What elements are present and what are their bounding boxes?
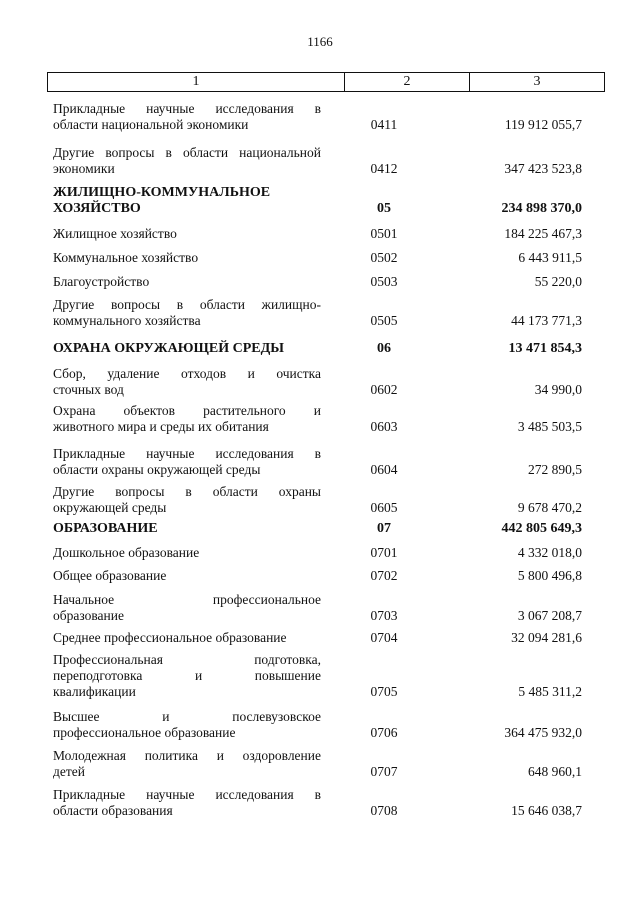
description-line: окружающей среды bbox=[53, 500, 167, 515]
description-line: Начальное профессиональное bbox=[53, 592, 321, 607]
description-line: Общее образование bbox=[53, 568, 167, 583]
description-line: области национальной экономики bbox=[53, 117, 249, 132]
row-code: 0605 bbox=[370, 500, 398, 515]
row-description bbox=[53, 341, 321, 357]
description-line: Прикладные научные исследования в bbox=[53, 446, 321, 461]
row-code: 0703 bbox=[370, 608, 398, 623]
row-value: 34 990,0 bbox=[534, 382, 582, 397]
row-code: 06 bbox=[377, 341, 391, 356]
row-code: 0502 bbox=[370, 250, 398, 265]
description-line: Другие вопросы в области жилищно- bbox=[53, 297, 321, 312]
description-line: переподготовка и повышение bbox=[53, 668, 321, 683]
row-value: 272 890,5 bbox=[528, 462, 582, 477]
header-col-3: 3 bbox=[533, 74, 541, 89]
row-description bbox=[53, 101, 321, 133]
description-line: коммунального хозяйства bbox=[53, 313, 201, 328]
row-value: 5 485 311,2 bbox=[518, 684, 582, 699]
row-description bbox=[53, 568, 321, 584]
description-line: детей bbox=[53, 764, 85, 779]
row-description bbox=[53, 709, 321, 741]
row-value: 3 067 208,7 bbox=[517, 608, 582, 623]
row-code: 0412 bbox=[370, 161, 398, 176]
row-description bbox=[53, 366, 321, 398]
description-line: Среднее профессиональное образование bbox=[53, 630, 287, 645]
description-line: Благоустройство bbox=[53, 274, 150, 289]
row-description bbox=[53, 226, 321, 242]
description-line: Прикладные научные исследования в bbox=[53, 101, 321, 116]
row-description bbox=[53, 592, 321, 624]
description-line: профессиональное образование bbox=[53, 725, 236, 740]
description-line: Коммунальное хозяйство bbox=[53, 250, 199, 265]
description-line: области образования bbox=[53, 803, 173, 818]
table-header bbox=[47, 72, 605, 92]
row-description bbox=[53, 545, 321, 561]
row-description bbox=[53, 787, 321, 819]
row-value: 364 475 932,0 bbox=[504, 725, 582, 740]
row-value: 32 094 281,6 bbox=[511, 630, 582, 645]
row-code: 0701 bbox=[370, 545, 398, 560]
row-code: 07 bbox=[377, 521, 391, 536]
header-col-2: 2 bbox=[345, 73, 470, 91]
row-value: 6 443 911,5 bbox=[518, 250, 582, 265]
row-code: 0704 bbox=[370, 630, 398, 645]
description-line: ХОЗЯЙСТВО bbox=[53, 201, 141, 216]
description-line: ОБРАЗОВАНИЕ bbox=[53, 521, 158, 536]
row-value: 5 800 496,8 bbox=[517, 568, 582, 583]
row-description bbox=[53, 250, 321, 266]
description-line: Профессиональная подготовка, bbox=[53, 652, 321, 667]
description-line: области охраны окружающей среды bbox=[53, 462, 261, 477]
row-description bbox=[53, 446, 321, 478]
row-code: 0708 bbox=[370, 803, 398, 818]
row-code: 0706 bbox=[370, 725, 398, 740]
description-line: Дошкольное образование bbox=[53, 545, 200, 560]
row-description bbox=[53, 274, 321, 290]
page-number: 1166 bbox=[307, 34, 333, 49]
row-description bbox=[53, 403, 321, 435]
row-description bbox=[53, 748, 321, 780]
row-code: 0411 bbox=[370, 117, 398, 132]
row-value: 9 678 470,2 bbox=[517, 500, 582, 515]
row-description bbox=[53, 521, 321, 537]
row-value: 44 173 771,3 bbox=[511, 313, 582, 328]
row-code: 0602 bbox=[370, 382, 398, 397]
description-line: животного мира и среды их обитания bbox=[53, 419, 269, 434]
row-value: 119 912 055,7 bbox=[504, 117, 582, 132]
description-line: квалификации bbox=[53, 684, 136, 699]
row-value: 184 225 467,3 bbox=[504, 226, 582, 241]
row-code: 0505 bbox=[370, 313, 398, 328]
description-line: ОХРАНА ОКРУЖАЮЩЕЙ СРЕДЫ bbox=[53, 341, 284, 356]
description-line: Молодежная политика и оздоровление bbox=[53, 748, 321, 763]
row-code: 0603 bbox=[370, 419, 398, 434]
row-code: 0501 bbox=[370, 226, 398, 241]
row-value: 13 471 854,3 bbox=[508, 341, 582, 356]
description-line: образование bbox=[53, 608, 124, 623]
row-description bbox=[53, 297, 321, 329]
row-description bbox=[53, 484, 321, 516]
description-line: ЖИЛИЩНО-КОММУНАЛЬНОЕ bbox=[53, 185, 271, 200]
row-code: 0705 bbox=[370, 684, 398, 699]
description-line: Высшее и послевузовское bbox=[53, 709, 321, 724]
description-line: сточных вод bbox=[53, 382, 124, 397]
row-description bbox=[53, 145, 321, 177]
row-value: 347 423 523,8 bbox=[504, 161, 582, 176]
row-code: 0604 bbox=[370, 462, 398, 477]
row-value: 648 960,1 bbox=[528, 764, 582, 779]
row-value: 15 646 038,7 bbox=[511, 803, 582, 818]
row-code: 0702 bbox=[370, 568, 398, 583]
description-line: экономики bbox=[53, 161, 115, 176]
row-code: 05 bbox=[377, 201, 391, 216]
row-description bbox=[53, 630, 321, 646]
row-value: 3 485 503,5 bbox=[517, 419, 582, 434]
description-line: Другие вопросы в области охраны bbox=[53, 484, 321, 499]
row-value: 234 898 370,0 bbox=[501, 201, 582, 216]
row-value: 55 220,0 bbox=[534, 274, 582, 289]
row-description bbox=[53, 652, 321, 700]
row-code: 0707 bbox=[370, 764, 398, 779]
description-line: Сбор, удаление отходов и очистка bbox=[53, 366, 321, 381]
row-description bbox=[53, 185, 321, 217]
row-value: 4 332 018,0 bbox=[517, 545, 582, 560]
description-line: Охрана объектов растительного и bbox=[53, 403, 321, 418]
row-value: 442 805 649,3 bbox=[501, 521, 582, 536]
description-line: Жилищное хозяйство bbox=[53, 226, 177, 241]
header-col-1: 1 bbox=[48, 73, 345, 91]
description-line: Прикладные научные исследования в bbox=[53, 787, 321, 802]
row-code: 0503 bbox=[370, 274, 398, 289]
description-line: Другие вопросы в области национальной bbox=[53, 145, 321, 160]
